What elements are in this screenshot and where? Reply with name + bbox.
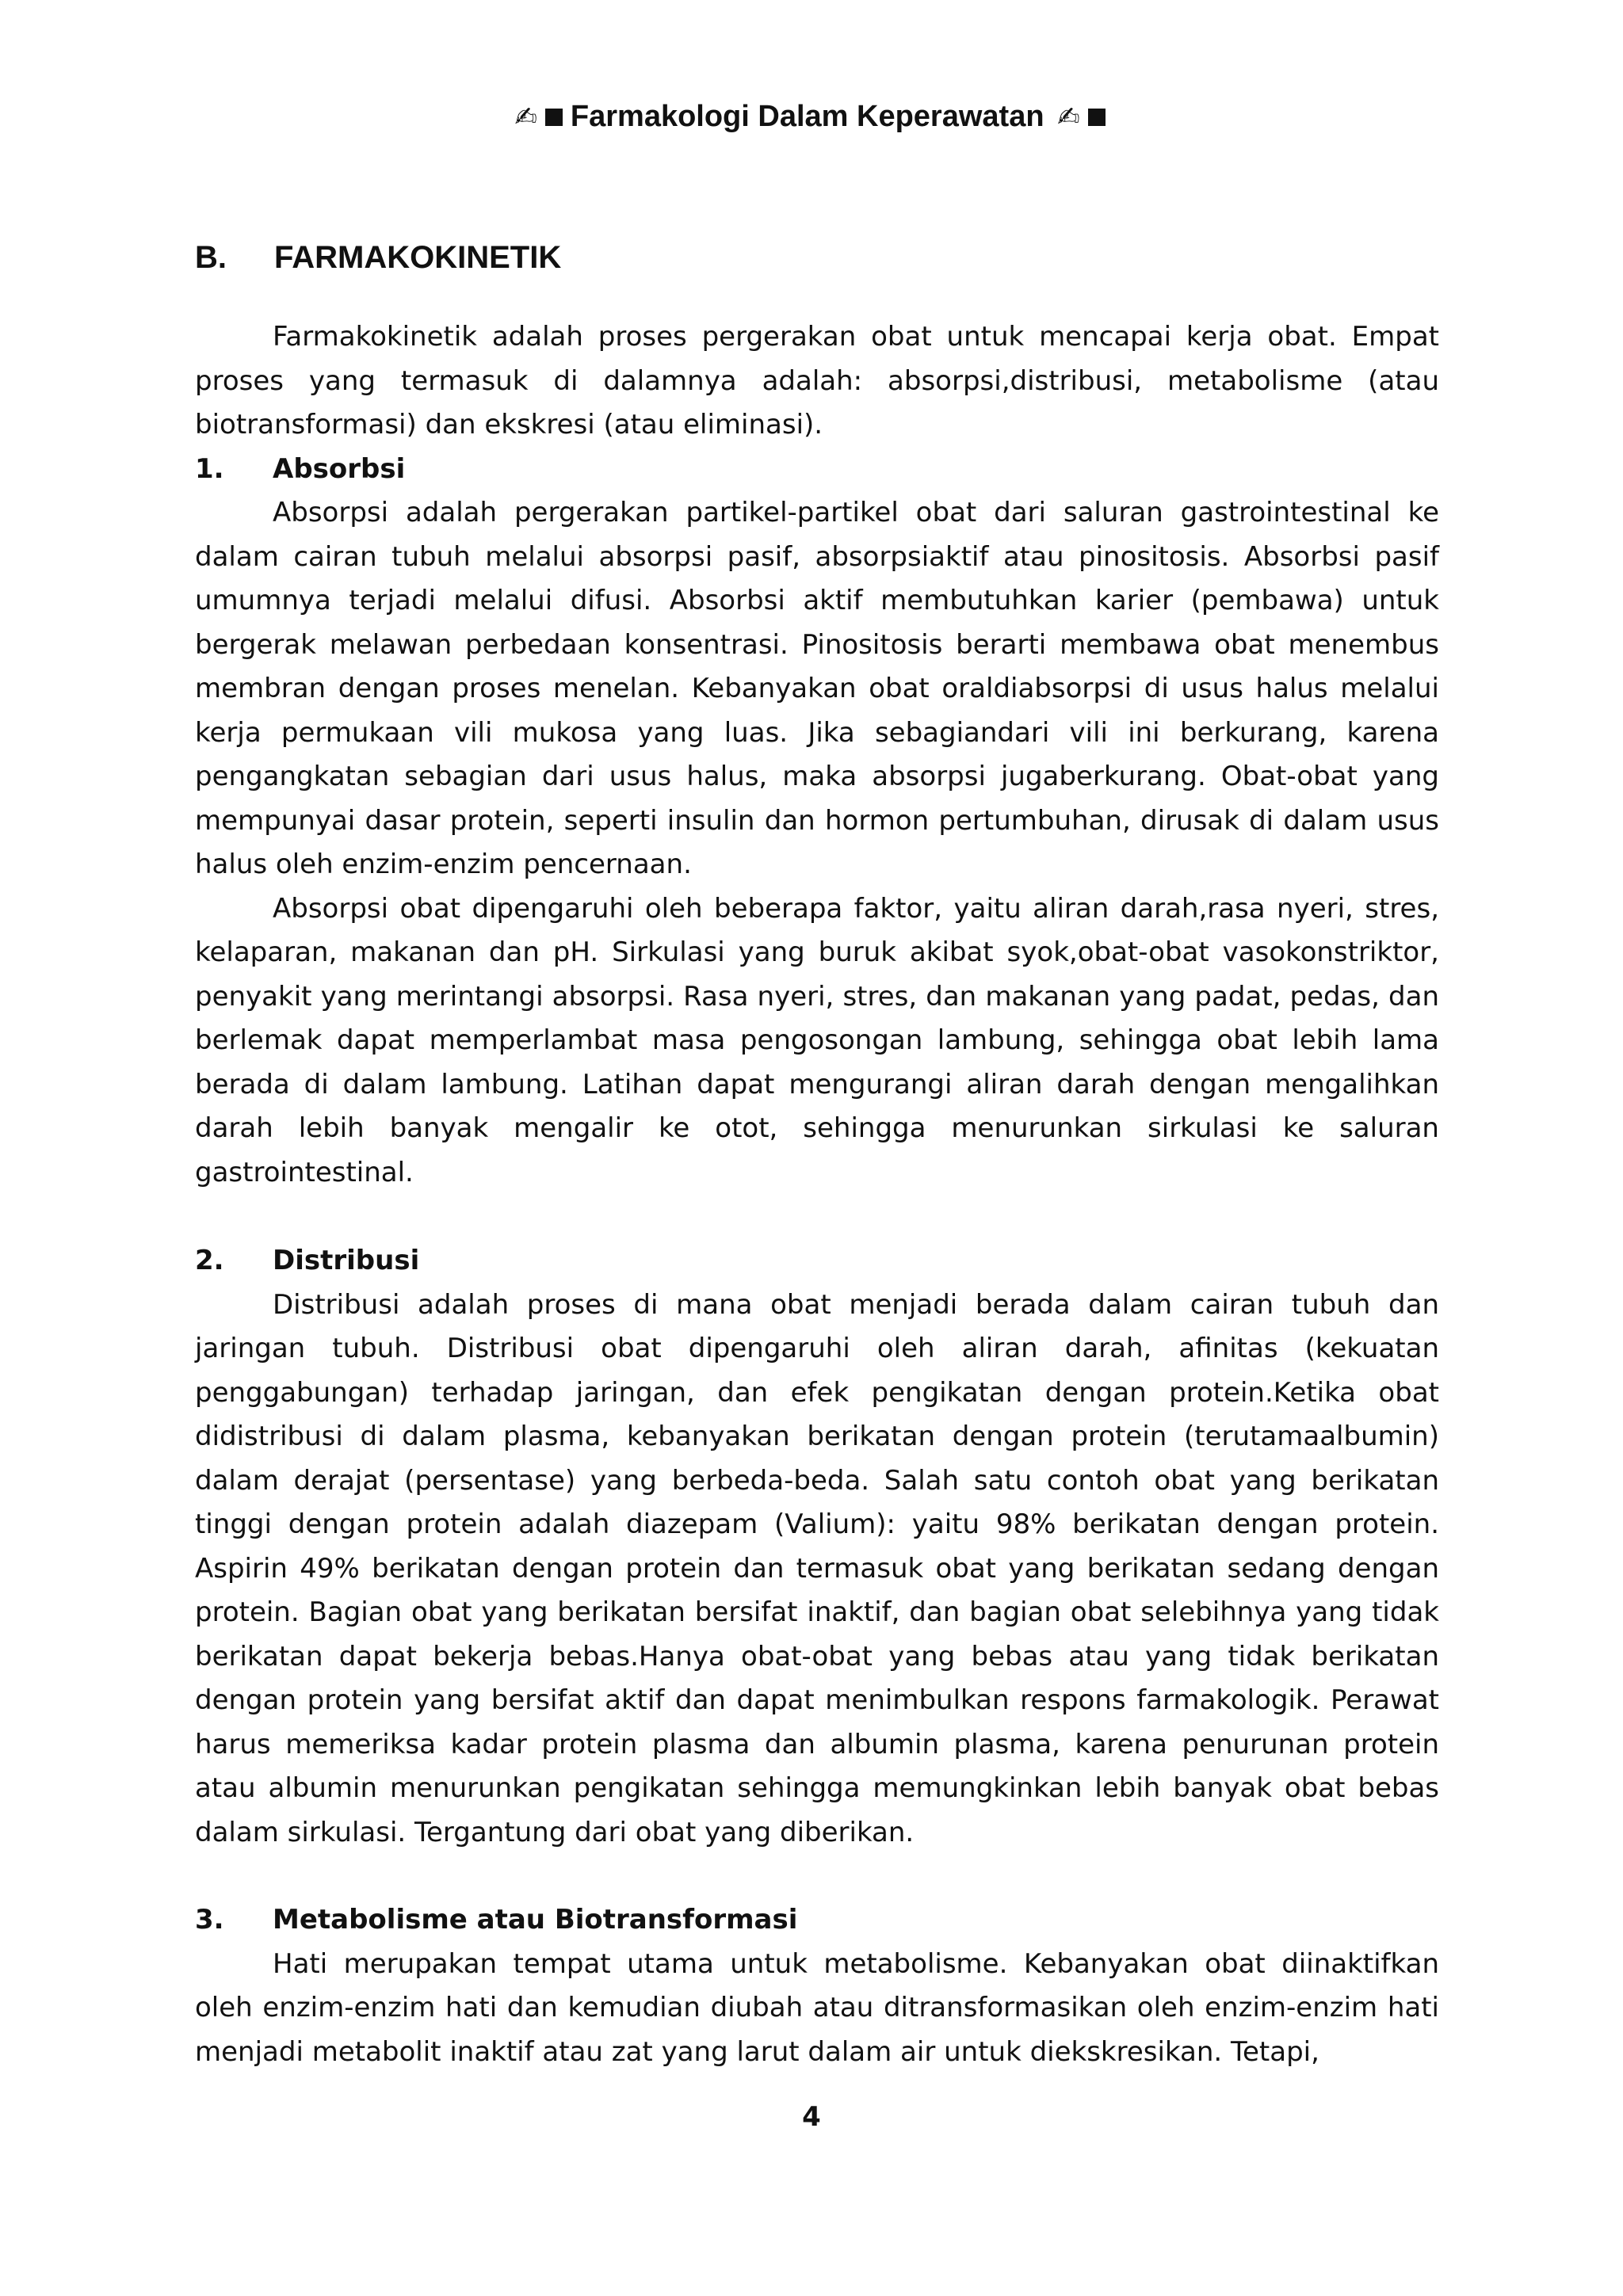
body-block-distribusi bbox=[195, 1239, 1439, 1855]
body-block-absorbsi bbox=[195, 315, 1439, 1195]
running-header bbox=[0, 100, 1623, 134]
subheading-number: 3. bbox=[195, 1904, 224, 1936]
subheading-title: Absorbsi bbox=[273, 452, 406, 485]
body-block-metabolisme bbox=[195, 1898, 1439, 2074]
section-heading bbox=[195, 240, 561, 276]
metabolisme-paragraph-1: Hati merupakan tempat utama untuk metabolisme. Kebanyakan obat diinaktifkan oleh enzim-enzim hati dan kemudian diubah atau ditransformasikan oleh enzim-enzim hati menjadi metabolit inaktif atau zat yang larut dalam air untuk diekskresikan. Tetapi, bbox=[195, 1947, 1439, 2068]
square-bullet-icon bbox=[1088, 109, 1106, 126]
subheading-metabolisme bbox=[195, 1898, 1439, 1943]
square-bullet-icon bbox=[545, 109, 563, 126]
absorbsi-paragraph-1: Absorpsi adalah pergerakan partikel-partikel obat dari saluran gastrointestinal ke dalam cairan tubuh melalui absorpsi pasif, absorpsiaktif atau pinositosis. Absorbsi pasif umumnya terjadi melalui difusi. Absorbsi aktif membutuhkan karier (pembawa) untuk bergerak melawan perbedaan konsentrasi. Pinositosis berarti membawa obat menembus membran dengan proses menelan. Kebanyakan obat oraldiabsorpsi di usus halus melalui kerja permukaan vili mukosa yang luas. Jika sebagiandari vili ini berkurang, karena pengangkatan sebagian dari usus halus, maka absorpsi jugaberkurang. Obat-obat yang mempunyai dasar protein, seperti insulin dan hormon pertumbuhan, dirusak di dalam usus halus oleh enzim-enzim pencernaan. bbox=[195, 497, 1439, 880]
subheading-absorbsi bbox=[195, 448, 1439, 492]
subheading-number: 1. bbox=[195, 452, 224, 485]
header-title: Farmakologi Dalam Keperawatan bbox=[570, 100, 1044, 133]
subheading-title: Metabolisme atau Biotransformasi bbox=[273, 1904, 798, 1936]
section-title: FARMAKOKINETIK bbox=[274, 240, 562, 275]
subheading-number: 2. bbox=[195, 1245, 224, 1276]
intro-paragraph: Farmakokinetik adalah proses pergerakan obat untuk mencapai kerja obat. Empat proses yang termasuk di dalamnya adalah: absorpsi,distribusi, metabolisme (atau biotransformasi) dan ekskresi (atau eliminasi). bbox=[195, 321, 1439, 441]
section-number: B. bbox=[195, 240, 227, 275]
absorbsi-paragraph-2: Absorpsi obat dipengaruhi oleh beberapa faktor, yaitu aliran darah,rasa nyeri, stres, kelaparan, makanan dan pH. Sirkulasi yang buruk akibat syok,obat-obat vasokonstriktor, penyakit yang merintangi absorpsi. Rasa nyeri, stres, dan makanan yang padat, pedas, dan berlemak dapat memperlambat masa pengosongan lambung, sehingga obat lebih lama berada di dalam lambung. Latihan dapat mengurangi aliran darah dengan mengalihkan darah lebih banyak mengalir ke otot, sehingga menurunkan sirkulasi ke saluran gastrointestinal. bbox=[195, 892, 1439, 1188]
distribusi-paragraph-1: Distribusi adalah proses di mana obat menjadi berada dalam cairan tubuh dan jaringan tubuh. Distribusi obat dipengaruhi oleh aliran darah, afinitas (kekuatan penggabungan) terhadap jaringan, dan efek pengikatan dengan protein.Ketika obat didistribusi di dalam plasma, kebanyakan berikatan dengan protein (terutamaalbumin) dalam derajat (persentase) yang berbeda-beda. Salah satu contoh obat yang berikatan tinggi dengan protein adalah diazepam (Valium): yaitu 98% berikatan dengan protein. Aspirin 49% berikatan dengan protein dan termasuk obat yang berikatan sedang dengan protein. Bagian obat yang berikatan bersifat inaktif, dan bagian obat selebihnya yang tidak berikatan dapat bekerja bebas.Hanya obat-obat yang bebas atau yang tidak berikatan dengan protein yang bersifat aktif dan dapat menimbulkan respons farmakologik. Perawat harus memeriksa kadar protein plasma dan albumin plasma, karena penurunan protein atau albumin menurunkan pengikatan sehingga memungkinkan lebih banyak obat bebas dalam sirkulasi. Tergantung dari obat yang diberikan. bbox=[195, 1288, 1439, 1848]
subheading-title: Distribusi bbox=[273, 1245, 420, 1276]
writing-hand-icon: ✍ bbox=[1057, 101, 1080, 133]
subheading-distribusi bbox=[195, 1239, 1439, 1283]
page-number: 4 bbox=[802, 2101, 821, 2133]
writing-hand-icon: ✍ bbox=[514, 101, 537, 133]
